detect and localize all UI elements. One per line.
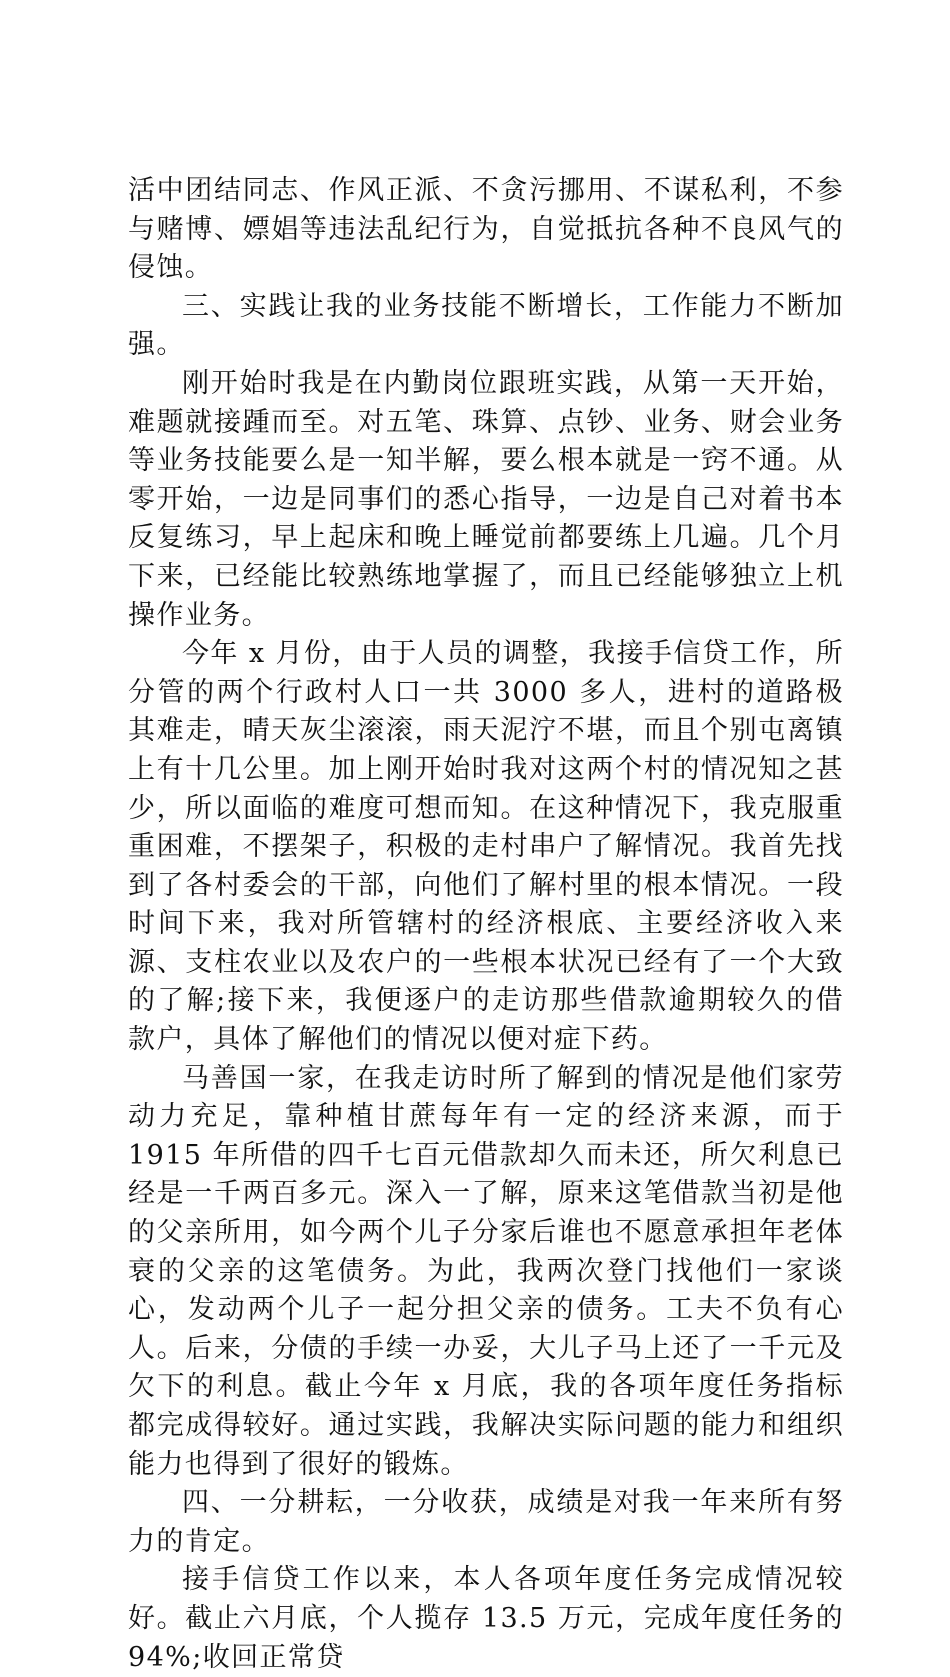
document-body bbox=[128, 172, 844, 1677]
section-heading-three: 三、实践让我的业务技能不断增长，工作能力不断加强。 bbox=[128, 290, 844, 361]
paragraph-credit-work: 今年 x 月份，由于人员的调整，我接手信贷工作，所分管的两个行政村人口一共 3000 多人，进村的道路极其难走，晴天灰尘滚滚，雨天泥泞不堪，而且个别屯离镇上有十几公里。加上刚开始时我对这两个村的情况知之甚少，所以面临的难度可想而知。在这种情况下，我克服重重困难，不摆架子，积极的走村串户了解情况。我首先找到了各村委会的干部，向他们了解村里的根本情况。一段时间下来，我对所管辖村的经济根底、主要经济收入来源、支柱农业以及农户的一些根本状况已经有了一个大致的了解;接下来，我便逐户的走访那些借款逾期较久的借款户，具体了解他们的情况以便对症下药。 bbox=[128, 638, 844, 1056]
paragraph-continuation: 活中团结同志、作风正派、不贪污挪用、不谋私利，不参与赌博、嫖娼等违法乱纪行为，自觉抵抗各种不良风气的侵蚀。 bbox=[128, 175, 844, 284]
paragraph-skills-training: 刚开始时我是在内勤岗位跟班实践，从第一天开始，难题就接踵而至。对五笔、珠算、点钞、业务、财会业务等业务技能要么是一知半解，要么根本就是一窍不通。从零开始，一边是同事们的悉心指导，一边是自己对着书本反复练习，早上起床和晚上睡觉前都要练上几遍。几个月下来，已经能比较熟练地掌握了，而且已经能够独立上机操作业务。 bbox=[128, 367, 844, 631]
section-heading-four: 四、一分耕耘，一分收获，成绩是对我一年来所有努力的肯定。 bbox=[128, 1487, 844, 1557]
paragraph-task-results: 接手信贷工作以来，本人各项年度任务完成情况较好。截止六月底，个人揽存 13.5 万元，完成年度任务的 94%;收回正常贷 bbox=[128, 1564, 844, 1673]
paragraph-case-example: 马善国一家，在我走访时所了解到的情况是他们家劳动力充足，靠种植甘蔗每年有一定的经济来源，而于 1915 年所借的四千七百元借款却久而未还，所欠利息已经是一千两百多元。深入一了解，原来这笔借款当初是他的父亲所用，如今两个儿子分家后谁也不愿意承担年老体衰的父亲的这笔债务。为此，我两次登门找他们一家谈心，发动两个儿子一起分担父亲的债务。工夫不负有心人。后来，分债的手续一办妥，大儿子马上还了一千元及欠下的利息。截止今年 x 月底，我的各项年度任务指标都完成得较好。通过实践，我解决实际问题的能力和组织能力也得到了很好的锻炼。 bbox=[128, 1062, 844, 1480]
